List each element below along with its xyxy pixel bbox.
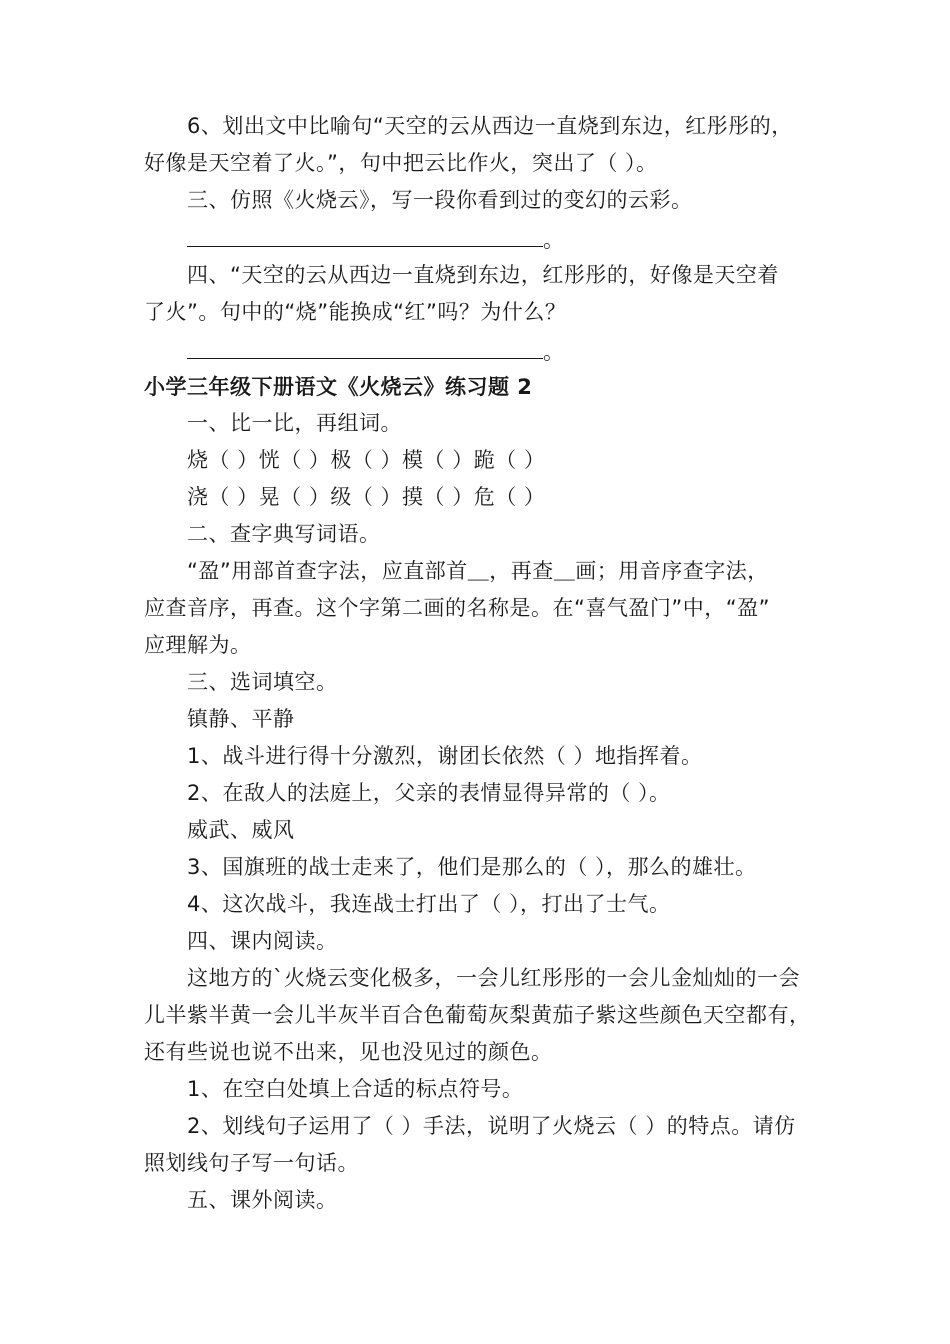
blank-period: 。 (543, 340, 565, 364)
reading-passage-line-2: 儿半紫半黄一会儿半灰半百合色葡萄灰梨黄茄子紫这些颜色天空都有， (144, 1003, 811, 1027)
compare-row-2: 浇（ ）晃（ ）级（ ）摸（ ）危（ ） (187, 485, 546, 509)
blank-period: 。 (543, 228, 565, 252)
fill-question-3: 3、国旗班的战士走来了，他们是那么的（ ），那么的雄壮。 (187, 855, 757, 879)
dictionary-paragraph-line-3: 应理解为。 (144, 633, 252, 657)
answer-blank-1 (187, 222, 827, 259)
fill-question-4: 4、这次战斗，我连战士打出了（ ），打出了士气。 (187, 892, 671, 916)
word-choice-1: 镇静、平静 (187, 707, 295, 731)
answer-underline (187, 226, 543, 247)
part-1-heading: 一、比一比，再组词。 (187, 411, 402, 435)
word-choice-2: 威武、威风 (187, 818, 295, 842)
fill-question-2: 2、在敌人的法庭上，父亲的表情显得异常的（ ）。 (187, 781, 671, 805)
part-3-heading: 三、选词填空。 (187, 670, 338, 694)
reading-question-2-line-2: 照划线句子写一句话。 (144, 1151, 359, 1175)
answer-underline (187, 338, 543, 359)
exercise-title: 小学三年级下册语文《火烧云》练习题 2 (144, 375, 533, 399)
part-4-heading: 四、课内阅读。 (187, 929, 338, 953)
section-3-heading: 三、仿照《火烧云》，写一段你看到过的变幻的云彩。 (187, 188, 693, 212)
fill-question-1: 1、战斗进行得十分激烈，谢团长依然（ ）地指挥着。 (187, 744, 703, 768)
reading-passage-line-1: 这地方的`火烧云变化极多，一会儿红彤彤的一会儿金灿灿的一会 (187, 966, 800, 990)
question-6-line-2: 好像是天空着了火。”，句中把云比作火，突出了（ ）。 (144, 151, 658, 175)
part-2-heading: 二、查字典写词语。 (187, 522, 381, 546)
reading-question-1: 1、在空白处填上合适的标点符号。 (187, 1077, 524, 1101)
part-5-heading: 五、课外阅读。 (187, 1188, 338, 1212)
answer-blank-2 (187, 334, 827, 371)
dictionary-paragraph-line-2: 应查音序，再查。这个字第二画的名称是。在“喜气盈门”中，“盈” (144, 596, 771, 620)
reading-passage-line-3: 还有些说也说不出来，见也没见过的颜色。 (144, 1040, 553, 1064)
section-4-line-1: 四、“天空的云从西边一直烧到东边，红彤彤的，好像是天空着 (187, 263, 779, 287)
question-6-line-1: 6、划出文中比喻句“天空的云从西边一直烧到东边，红彤彤的， (187, 114, 793, 138)
reading-question-2-line-1: 2、划线句子运用了（ ）手法，说明了火烧云（ ）的特点。请仿 (187, 1114, 796, 1138)
section-4-line-2: 了火”。句中的“烧”能换成“红”吗？为什么？ (144, 300, 567, 324)
compare-row-1: 烧（ ）恍（ ）极（ ）模（ ）跪（ ） (187, 448, 546, 472)
dictionary-paragraph-line-1: “盈”用部首查字法，应直部首＿，再查＿画；用音序查字法， (187, 559, 769, 583)
